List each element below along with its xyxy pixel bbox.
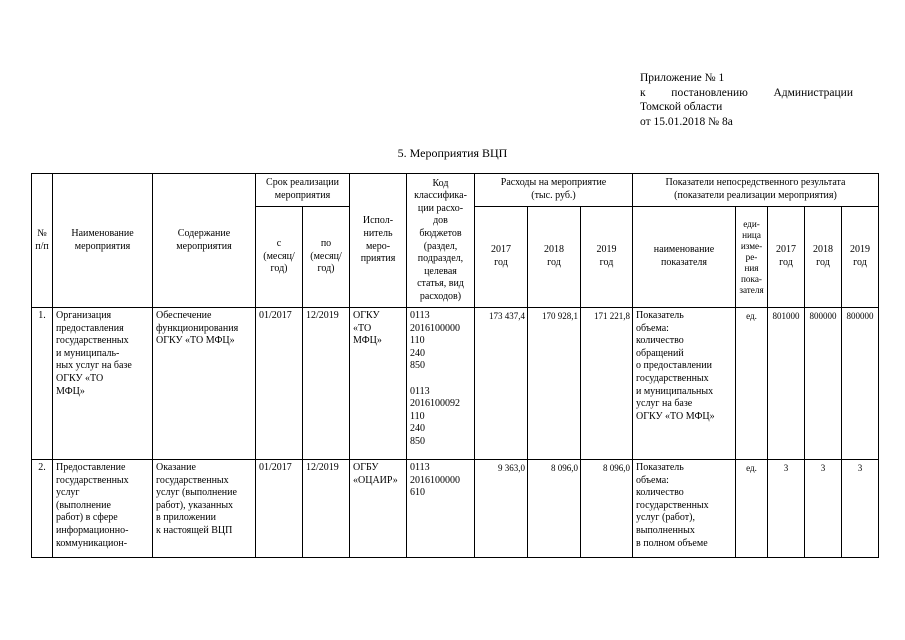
indicator-2018: 800000 [805,308,842,460]
section-title: 5. Мероприятия ВЦП [397,146,508,160]
col-header-ind-2019: 2019 год [842,207,879,308]
col-header-code: Код классифика- ции расхо- дов бюджетов (раздел, подраздел, целевая статья, вид расходов) [407,174,475,308]
appendix-word: Администрации [773,86,853,99]
col-header-to: по (месяц/ год) [303,207,350,308]
indicator-name: Показатель объема: количество государственных услуг (работ), выполненных в полном объеме [633,460,736,558]
budget-code: 0113 2016100000 110 240 850 0113 2016100092 110 240 850 [407,308,475,460]
indicator-unit: ед. [736,460,768,558]
indicator-2019: 3 [842,460,879,558]
executor: ОГБУ «ОЦАИР» [350,460,407,558]
indicator-name: Показатель объема: количество обращений о предоставлении государственных и муниципальных услуг на базе ОГКУ «ТО МФЦ» [633,308,736,460]
appendix-word: постановлению [671,86,748,99]
indicator-2017: 801000 [768,308,805,460]
expense-2019: 171 221,8 [581,308,633,460]
activity-name: Организация предоставления государственных и муниципаль- ных услуг на базе ОГКУ «ТО МФЦ» [53,308,153,460]
indicator-unit: ед. [736,308,768,460]
row-number: 1. [32,308,53,460]
term-from: 01/2017 [256,308,303,460]
appendix-line [640,86,853,101]
executor: ОГКУ «ТО МФЦ» [350,308,407,460]
activity-name: Предоставление государственных услуг (выполнение работ) в сфере информационно- коммуникацион- [53,460,153,558]
appendix-word: к [640,86,646,99]
activity-content: Оказание государственных услуг (выполнение работ), указанных в приложении к настоящей ВЦП [153,460,256,558]
appendix-line: от 15.01.2018 № 8а [640,115,733,128]
table-row [32,460,879,558]
col-header-2017: 2017 год [475,207,528,308]
col-header-indicators: Показатели непосредственного результата (показатели реализации мероприятия) [633,174,879,207]
term-to: 12/2019 [303,308,350,460]
col-header-ind-2017: 2017 год [768,207,805,308]
appendix-line: Томской области [640,101,723,113]
col-header-executor: Испол- нитель меро- приятия [350,174,407,308]
expense-2018: 8 096,0 [528,460,581,558]
col-header-expenses: Расходы на мероприятие (тыс. руб.) [475,174,633,207]
activities-table [31,173,879,558]
expense-2017: 173 437,4 [475,308,528,460]
term-to: 12/2019 [303,460,350,558]
col-header-unit: еди- ница изме- ре- ния пока- зателя [736,207,768,308]
col-header-2019: 2019 год [581,207,633,308]
indicator-2019: 800000 [842,308,879,460]
col-header-content: Содержание мероприятия [153,174,256,308]
col-header-indicator-name: наименование показателя [633,207,736,308]
indicator-2018: 3 [805,460,842,558]
expense-2018: 170 928,1 [528,308,581,460]
col-header-num: № п/п [32,174,53,308]
expense-2019: 8 096,0 [581,460,633,558]
header-row [32,174,879,207]
expense-2017: 9 363,0 [475,460,528,558]
term-from: 01/2017 [256,460,303,558]
appendix-line: Приложение № 1 [640,72,725,84]
col-header-name: Наименование мероприятия [53,174,153,308]
col-header-term: Срок реализации мероприятия [256,174,350,207]
row-number: 2. [32,460,53,558]
col-header-2018: 2018 год [528,207,581,308]
col-header-from: с (месяц/ год) [256,207,303,308]
appendix-block [640,71,870,129]
activity-content: Обеспечение функционирования ОГКУ «ТО МФЦ» [153,308,256,460]
indicator-2017: 3 [768,460,805,558]
table-row [32,308,879,460]
budget-code: 0113 2016100000 610 [407,460,475,558]
col-header-ind-2018: 2018 год [805,207,842,308]
